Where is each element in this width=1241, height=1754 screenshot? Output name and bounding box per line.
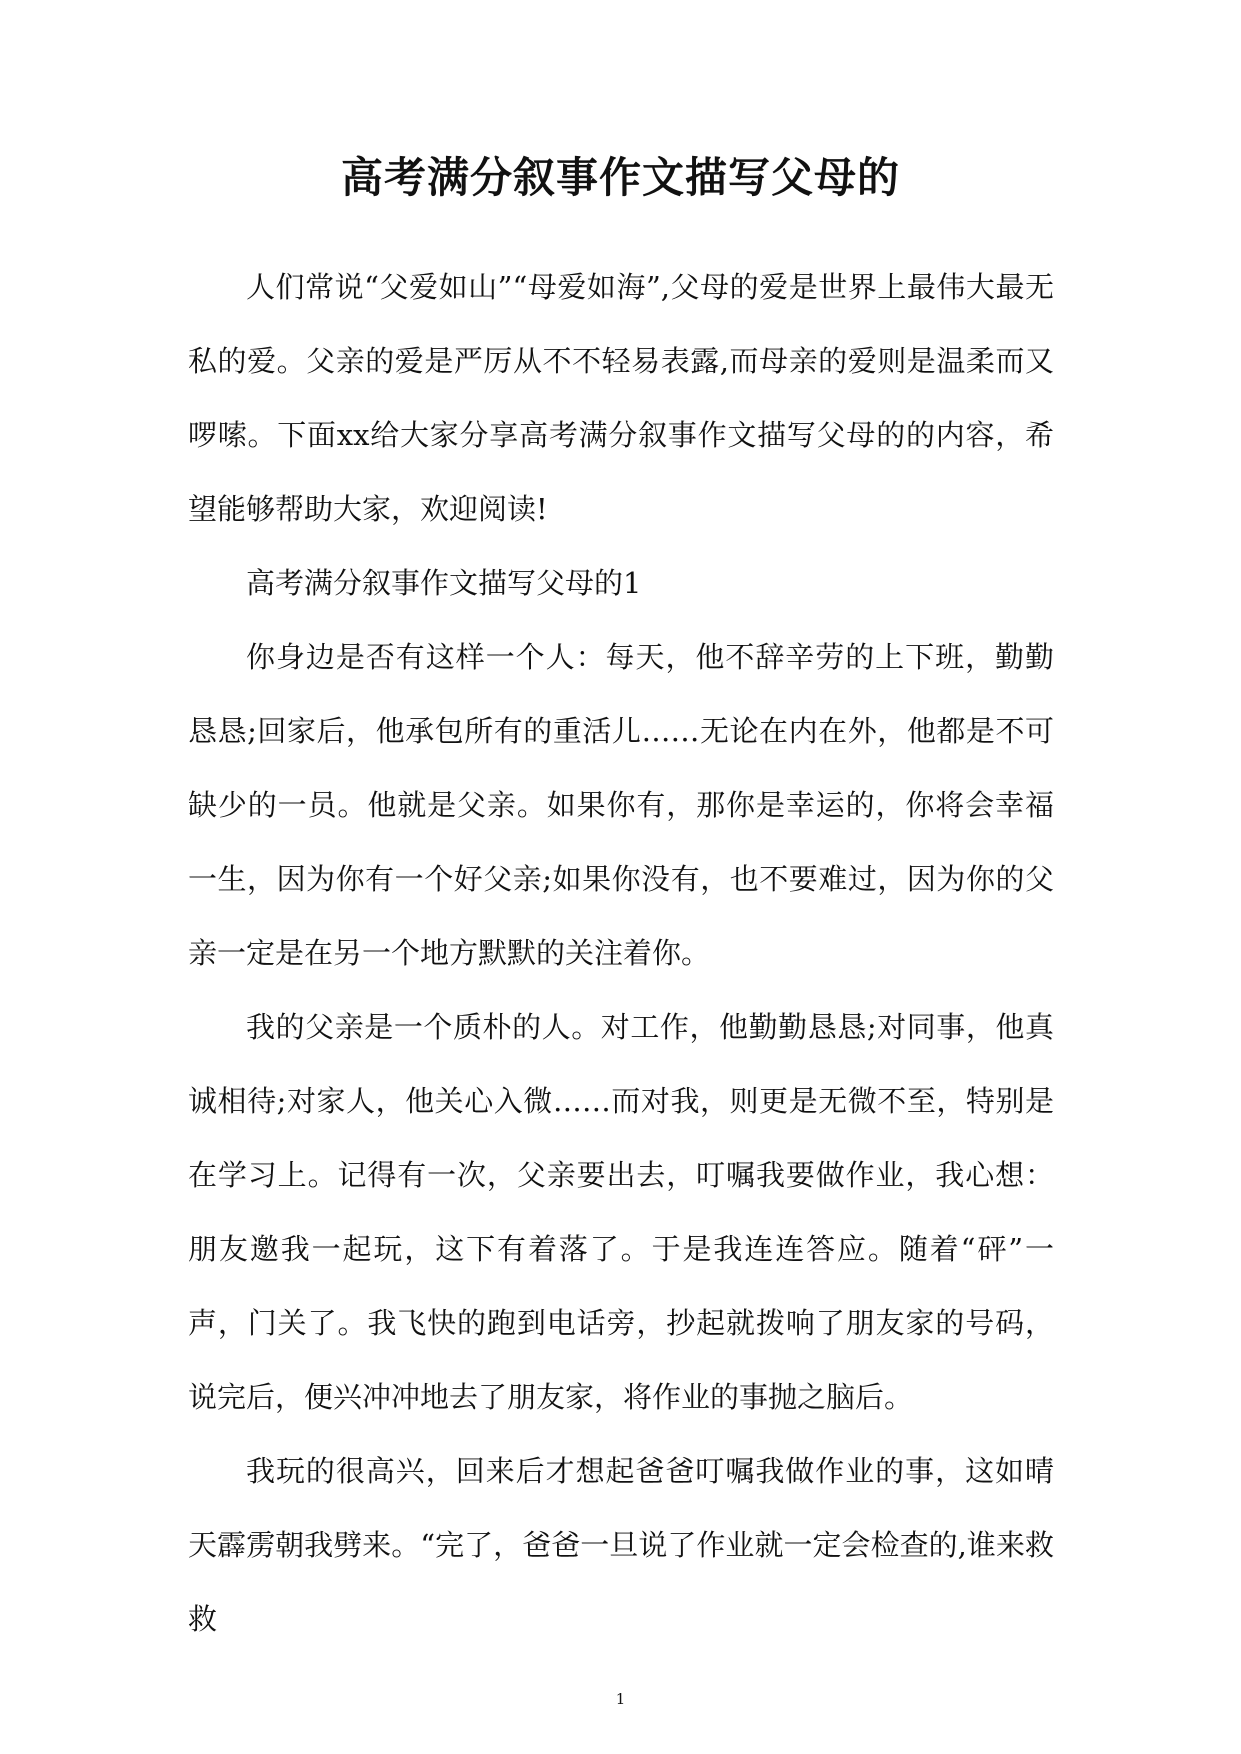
page-number: 1 bbox=[615, 1690, 626, 1708]
paragraph-intro: 人们常说“父爱如山”“母爱如海”,父母的爱是世界上最伟大最无私的爱。父亲的爱是严厉从不不轻易表露,而母亲的爱则是温柔而又啰嗦。下面xx给大家分享高考满分叙事作文描写父母的的内容，希望能够帮助大家，欢迎阅读! bbox=[188, 270, 1054, 526]
paragraph-father-description: 你身边是否有这样一个人：每天，他不辞辛劳的上下班，勤勤恳恳;回家后，他承包所有的重活儿……无论在内在外，他都是不可缺少的一员。他就是父亲。如果你有，那你是幸运的，你将会幸福一生，因为你有一个好父亲;如果你没有，也不要难过，因为你的父亲一定是在另一个地方默默的关注着你。 bbox=[188, 640, 1054, 970]
document-title: 高考满分叙事作文描写父母的 bbox=[340, 153, 900, 202]
document-body bbox=[188, 250, 1054, 1656]
paragraph-father-character: 我的父亲是一个质朴的人。对工作，他勤勤恳恳;对同事，他真诚相待;对家人，他关心入微……而对我，则更是无微不至，特别是在学习上。记得有一次，父亲要出去，叮嘱我要做作业，我心想：朋友邀我一起玩，这下有着落了。于是我连连答应。随着“砰”一声，门关了。我飞快的跑到电话旁，抄起就拨响了朋友家的号码，说完后，便兴冲冲地去了朋友家，将作业的事抛之脑后。 bbox=[188, 1010, 1054, 1414]
section-heading: 高考满分叙事作文描写父母的1 bbox=[246, 566, 642, 600]
paragraph-playing: 我玩的很高兴，回来后才想起爸爸叮嘱我做作业的事，这如晴天霹雳朝我劈来。“完了，爸爸一旦说了作业就一定会检查的,谁来救救 bbox=[188, 1454, 1054, 1636]
